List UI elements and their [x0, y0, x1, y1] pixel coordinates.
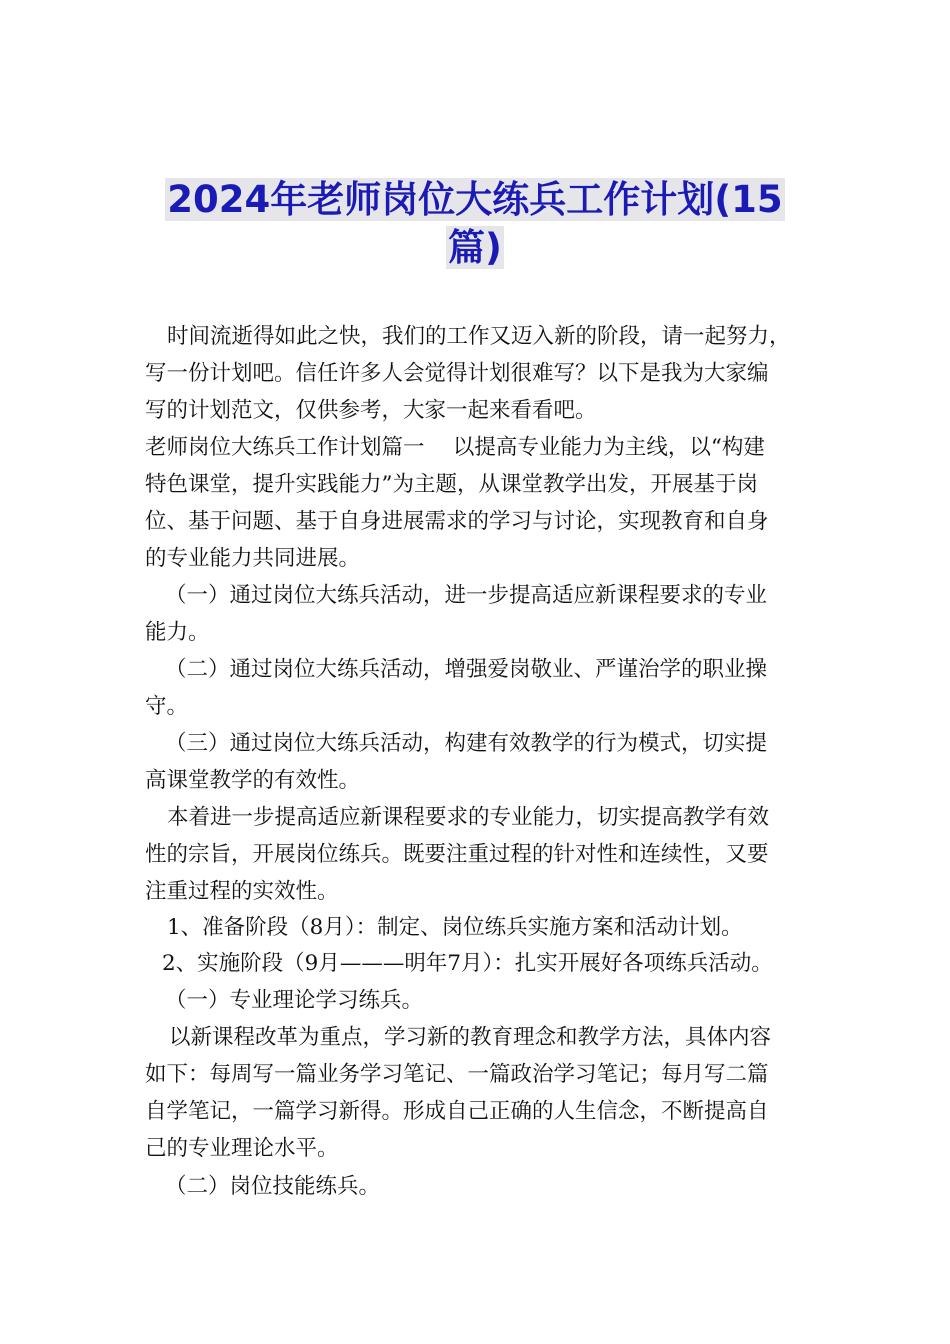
body-line: （一）通过岗位大练兵活动，进一步提高适应新课程要求的专业 — [165, 583, 768, 608]
body-line: 自学笔记，一篇学习新得。形成自己正确的人生信念，不断提高自 — [145, 1099, 769, 1124]
body-line: 的专业能力共同进展。 — [145, 546, 361, 571]
body-line: 时间流逝得如此之快，我们的工作又迈入新的阶段，请一起努力， — [167, 324, 791, 349]
body-line: 性的宗旨，开展岗位练兵。既要注重过程的针对性和连续性，又要 — [145, 842, 769, 867]
body-line: 高课堂教学的有效性。 — [145, 768, 361, 793]
body-line: 能力。 — [145, 620, 210, 645]
body-line: 注重过程的实效性。 — [145, 879, 339, 904]
title-text-1: 2024年老师岗位大练兵工作计划(15 — [167, 178, 783, 221]
document-title-line-2 — [140, 222, 810, 274]
list-item: 1、准备阶段（8月）：制定、岗位练兵实施方案和活动计划。 — [167, 915, 743, 940]
document-title-line-1 — [140, 174, 810, 226]
body-line: 位、基于问题、基于自身进展需求的学习与讨论，实现教育和自身 — [145, 509, 769, 534]
body-line: 老师岗位大练兵工作计划篇一 以提高专业能力为主线，以“构建 — [145, 435, 765, 460]
body-line: （三）通过岗位大练兵活动，构建有效教学的行为模式，切实提 — [165, 731, 768, 756]
body-line: 本着进一步提高适应新课程要求的专业能力，切实提高教学有效 — [167, 805, 770, 830]
body-line: 以新课程改革为重点，学习新的教育理念和教学方法，具体内容 — [169, 1025, 772, 1050]
section-heading: （二）岗位技能练兵。 — [165, 1174, 381, 1199]
body-line: 写一份计划吧。信任许多人会觉得计划很难写？以下是我为大家编 — [145, 361, 769, 386]
section-heading: （一）专业理论学习练兵。 — [165, 988, 424, 1013]
body-line: （二）通过岗位大练兵活动，增强爱岗敬业、严谨治学的职业操 — [165, 657, 768, 682]
body-line: 己的专业理论水平。 — [145, 1136, 339, 1161]
body-line: 守。 — [145, 694, 189, 719]
list-item: 2、实施阶段（9月———明年7月）：扎实开展好各项练兵活动。 — [162, 951, 773, 976]
title-text-2: 篇) — [448, 226, 502, 269]
body-line: 如下：每周写一篇业务学习笔记、一篇政治学习笔记；每月写二篇 — [145, 1062, 769, 1087]
body-line: 写的计划范文，仅供参考，大家一起来看看吧。 — [145, 398, 597, 423]
body-line: 特色课堂，提升实践能力”为主题，从课堂教学出发，开展基于岗 — [145, 472, 758, 497]
